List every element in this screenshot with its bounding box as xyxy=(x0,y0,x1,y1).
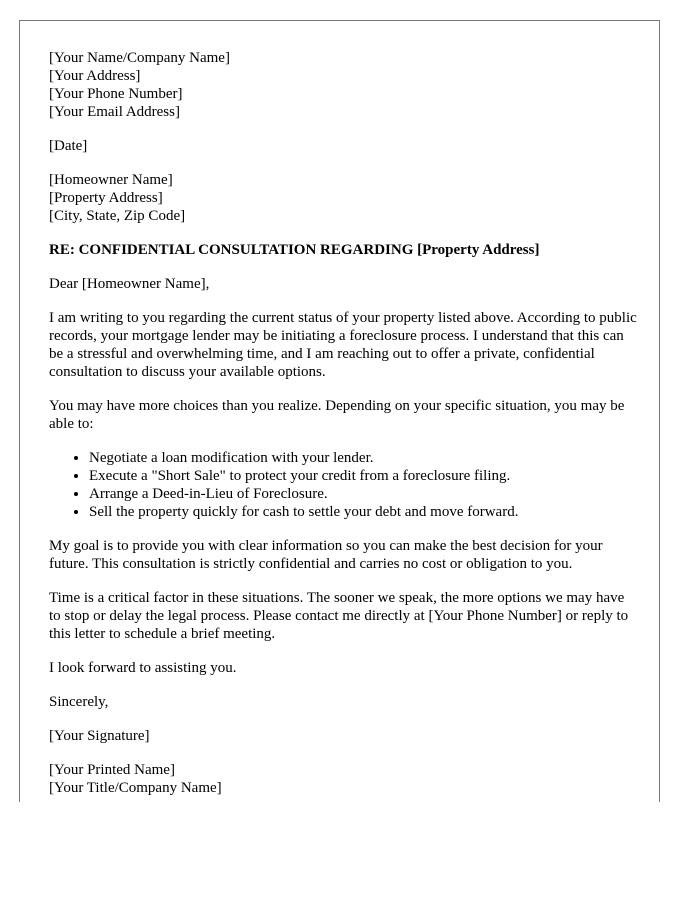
letter-body xyxy=(49,49,639,802)
signoff-block xyxy=(49,761,639,797)
title-company: [Your Title/Company Name] xyxy=(49,780,222,796)
sender-email: [Your Email Address] xyxy=(49,104,180,120)
recipient-name: [Homeowner Name] xyxy=(49,172,173,188)
list-item: • Arrange a Deed-in-Lieu of Foreclosure. xyxy=(89,485,639,503)
paragraph-intro: I am writing to you regarding the current status of your property listed above. According to public records, your mortgage lender may be initiating a foreclosure process. I understand that this can be a stressful and overwhelming time, and I am reaching out to offer a private, confidential consultation to discuss your available options. xyxy=(49,310,637,380)
sender-name: [Your Name/Company Name] xyxy=(49,50,230,66)
sender-phone: [Your Phone Number] xyxy=(49,86,183,102)
paragraph-time: Time is a critical factor in these situations. The sooner we speak, the more options we may have to stop or delay the legal process. Please contact me directly at [Your Phone Number] or reply to this letter to schedule a brief meeting. xyxy=(49,590,629,642)
recipient-block xyxy=(49,171,639,225)
paragraph-forward: I look forward to assisting you. xyxy=(49,660,237,676)
signature: [Your Signature] xyxy=(49,728,150,744)
letter-page xyxy=(19,20,660,802)
list-item: • Execute a "Short Sale" to protect your credit from a foreclosure filing. xyxy=(89,467,639,485)
letter-date: [Date] xyxy=(49,138,88,154)
list-item: • Negotiate a loan modification with your lender. xyxy=(89,449,639,467)
sender-address: [Your Address] xyxy=(49,68,141,84)
recipient-property-address: [Property Address] xyxy=(49,190,163,206)
sender-block xyxy=(49,49,639,121)
subject-line: RE: CONFIDENTIAL CONSULTATION REGARDING [Property Address] xyxy=(49,242,540,258)
date-block xyxy=(49,137,639,155)
valediction: Sincerely, xyxy=(49,694,109,710)
salutation: Dear [Homeowner Name], xyxy=(49,276,210,292)
printed-name: [Your Printed Name] xyxy=(49,762,175,778)
list-item: • Sell the property quickly for cash to settle your debt and move forward. xyxy=(89,503,639,521)
options-list xyxy=(49,449,639,521)
paragraph-goal: My goal is to provide you with clear information so you can make the best decision for your future. This consultation is strictly confidential and carries no cost or obligation to you. xyxy=(49,538,603,572)
recipient-city-state-zip: [City, State, Zip Code] xyxy=(49,208,186,224)
paragraph-choices: You may have more choices than you realize. Depending on your specific situation, you may be able to: xyxy=(49,398,625,432)
